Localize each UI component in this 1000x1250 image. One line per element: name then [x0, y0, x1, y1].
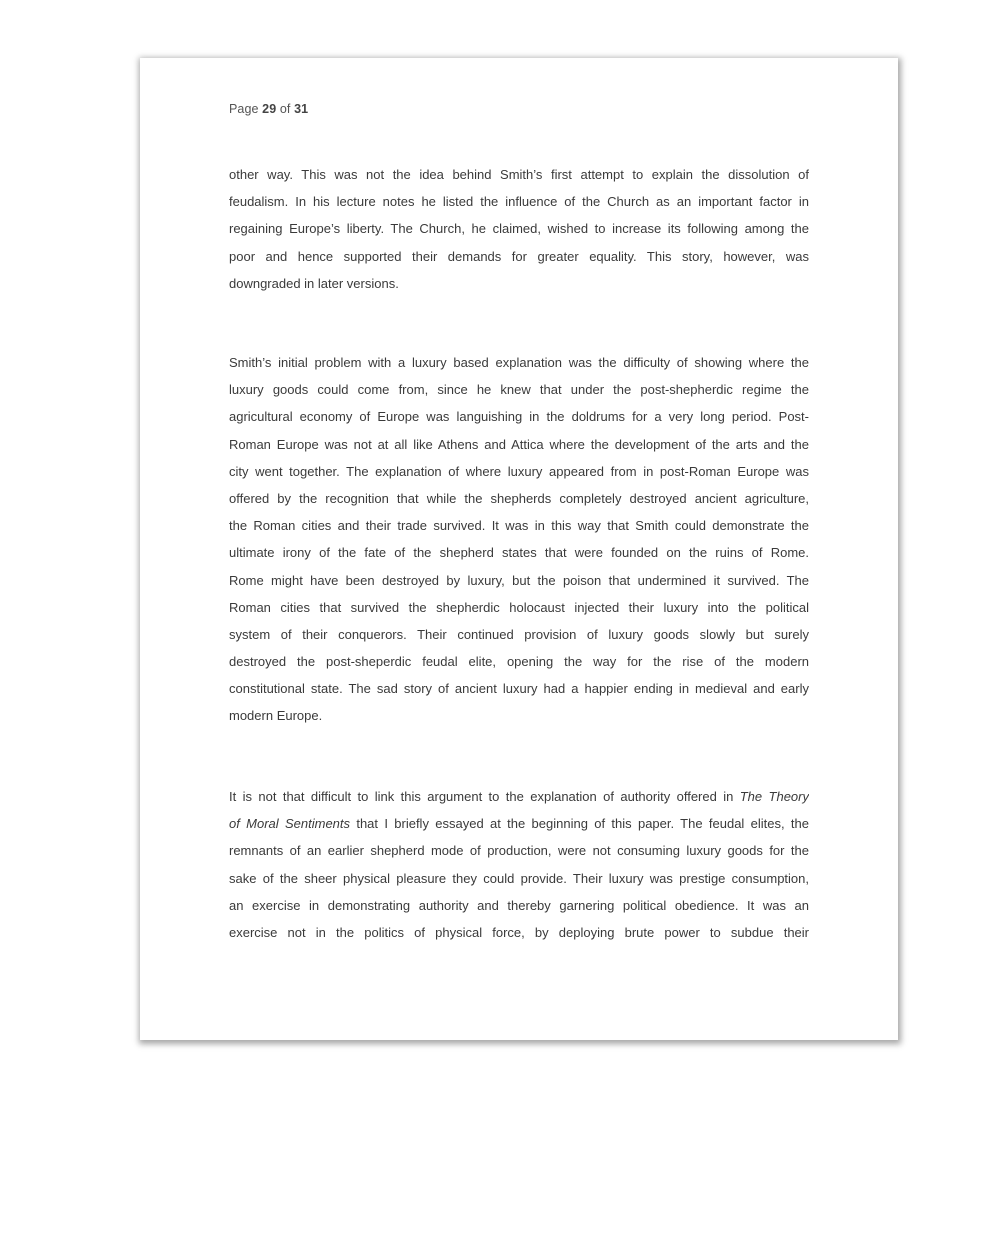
text-line: the Roman cities and their trade survived. It was in this way that Smith could demonstrate the: [229, 518, 809, 534]
page-number-header: [229, 102, 308, 116]
text-line: an exercise in demonstrating authority and thereby garnering political obedience. It was an: [229, 897, 809, 913]
text-line: poor and hence supported their demands for greater equality. This story, however, was: [229, 248, 809, 264]
text-line: modern Europe.: [229, 708, 323, 724]
text-line: Smith’s initial problem with a luxury based explanation was the difficulty of showing where the: [229, 355, 809, 370]
text-line: luxury goods could come from, since he knew that under the post-shepherdic regime the: [229, 382, 809, 398]
text-line: agricultural economy of Europe was languishing in the doldrums for a very long period. Post-: [229, 409, 809, 425]
book-title-italic: The Theory: [739, 789, 809, 804]
text-segment: that I briefly essayed at the beginning of this paper. The feudal elites, the: [350, 816, 809, 832]
text-line: feudalism. In his lecture notes he listed the influence of the Church as an important factor in: [229, 194, 809, 210]
text-line: [229, 783, 809, 810]
text-line: system of their conquerors. Their continued provision of luxury goods slowly but surely: [229, 626, 809, 642]
text-line: constitutional state. The sad story of ancient luxury had a happier ending in medieval and early: [229, 681, 809, 697]
text-line: sake of the sheer physical pleasure they could provide. Their luxury was prestige consumption,: [229, 870, 809, 886]
page-of-label: of: [279, 102, 291, 116]
document-page: [140, 58, 898, 1040]
text-line: Rome might have been destroyed by luxury, but the poison that undermined it survived. The: [229, 572, 809, 588]
text-line: remnants of an earlier shepherd mode of production, were not consuming luxury goods for the: [229, 843, 809, 859]
text-segment: It is not that difficult to link this argument to the explanation of authority offered in: [229, 789, 740, 804]
text-line: exercise not in the politics of physical force, by deploying brute power to subdue their: [229, 924, 809, 940]
text-line: destroyed the post-sheperdic feudal elite, opening the way for the rise of the modern: [229, 654, 809, 670]
text-line: downgraded in later versions.: [229, 275, 399, 291]
current-page-number: 29: [262, 102, 277, 116]
page-label: Page: [229, 102, 259, 116]
text-line: Roman cities that survived the shepherdic holocaust injected their luxury into the political: [229, 599, 809, 615]
text-line: offered by the recognition that while the shepherds completely destroyed ancient agriculture,: [229, 490, 809, 506]
text-line: other way. This was not the idea behind Smith’s first attempt to explain the dissolution of: [229, 167, 809, 182]
text-line: Roman Europe was not at all like Athens and Attica where the development of the arts and the: [229, 436, 809, 452]
text-line: regaining Europe’s liberty. The Church, he claimed, wished to increase its following among the: [229, 221, 809, 237]
paragraph-3: [229, 783, 809, 946]
paragraph-2: [229, 349, 809, 730]
paragraph-1: [229, 161, 809, 297]
text-line: [229, 810, 809, 837]
book-title-italic: of Moral Sentiments: [229, 816, 351, 832]
text-line: city went together. The explanation of where luxury appeared from in post-Roman Europe was: [229, 463, 809, 479]
total-page-count: 31: [294, 102, 309, 116]
text-line: ultimate irony of the fate of the shepherd states that were founded on the ruins of Rome.: [229, 545, 809, 561]
